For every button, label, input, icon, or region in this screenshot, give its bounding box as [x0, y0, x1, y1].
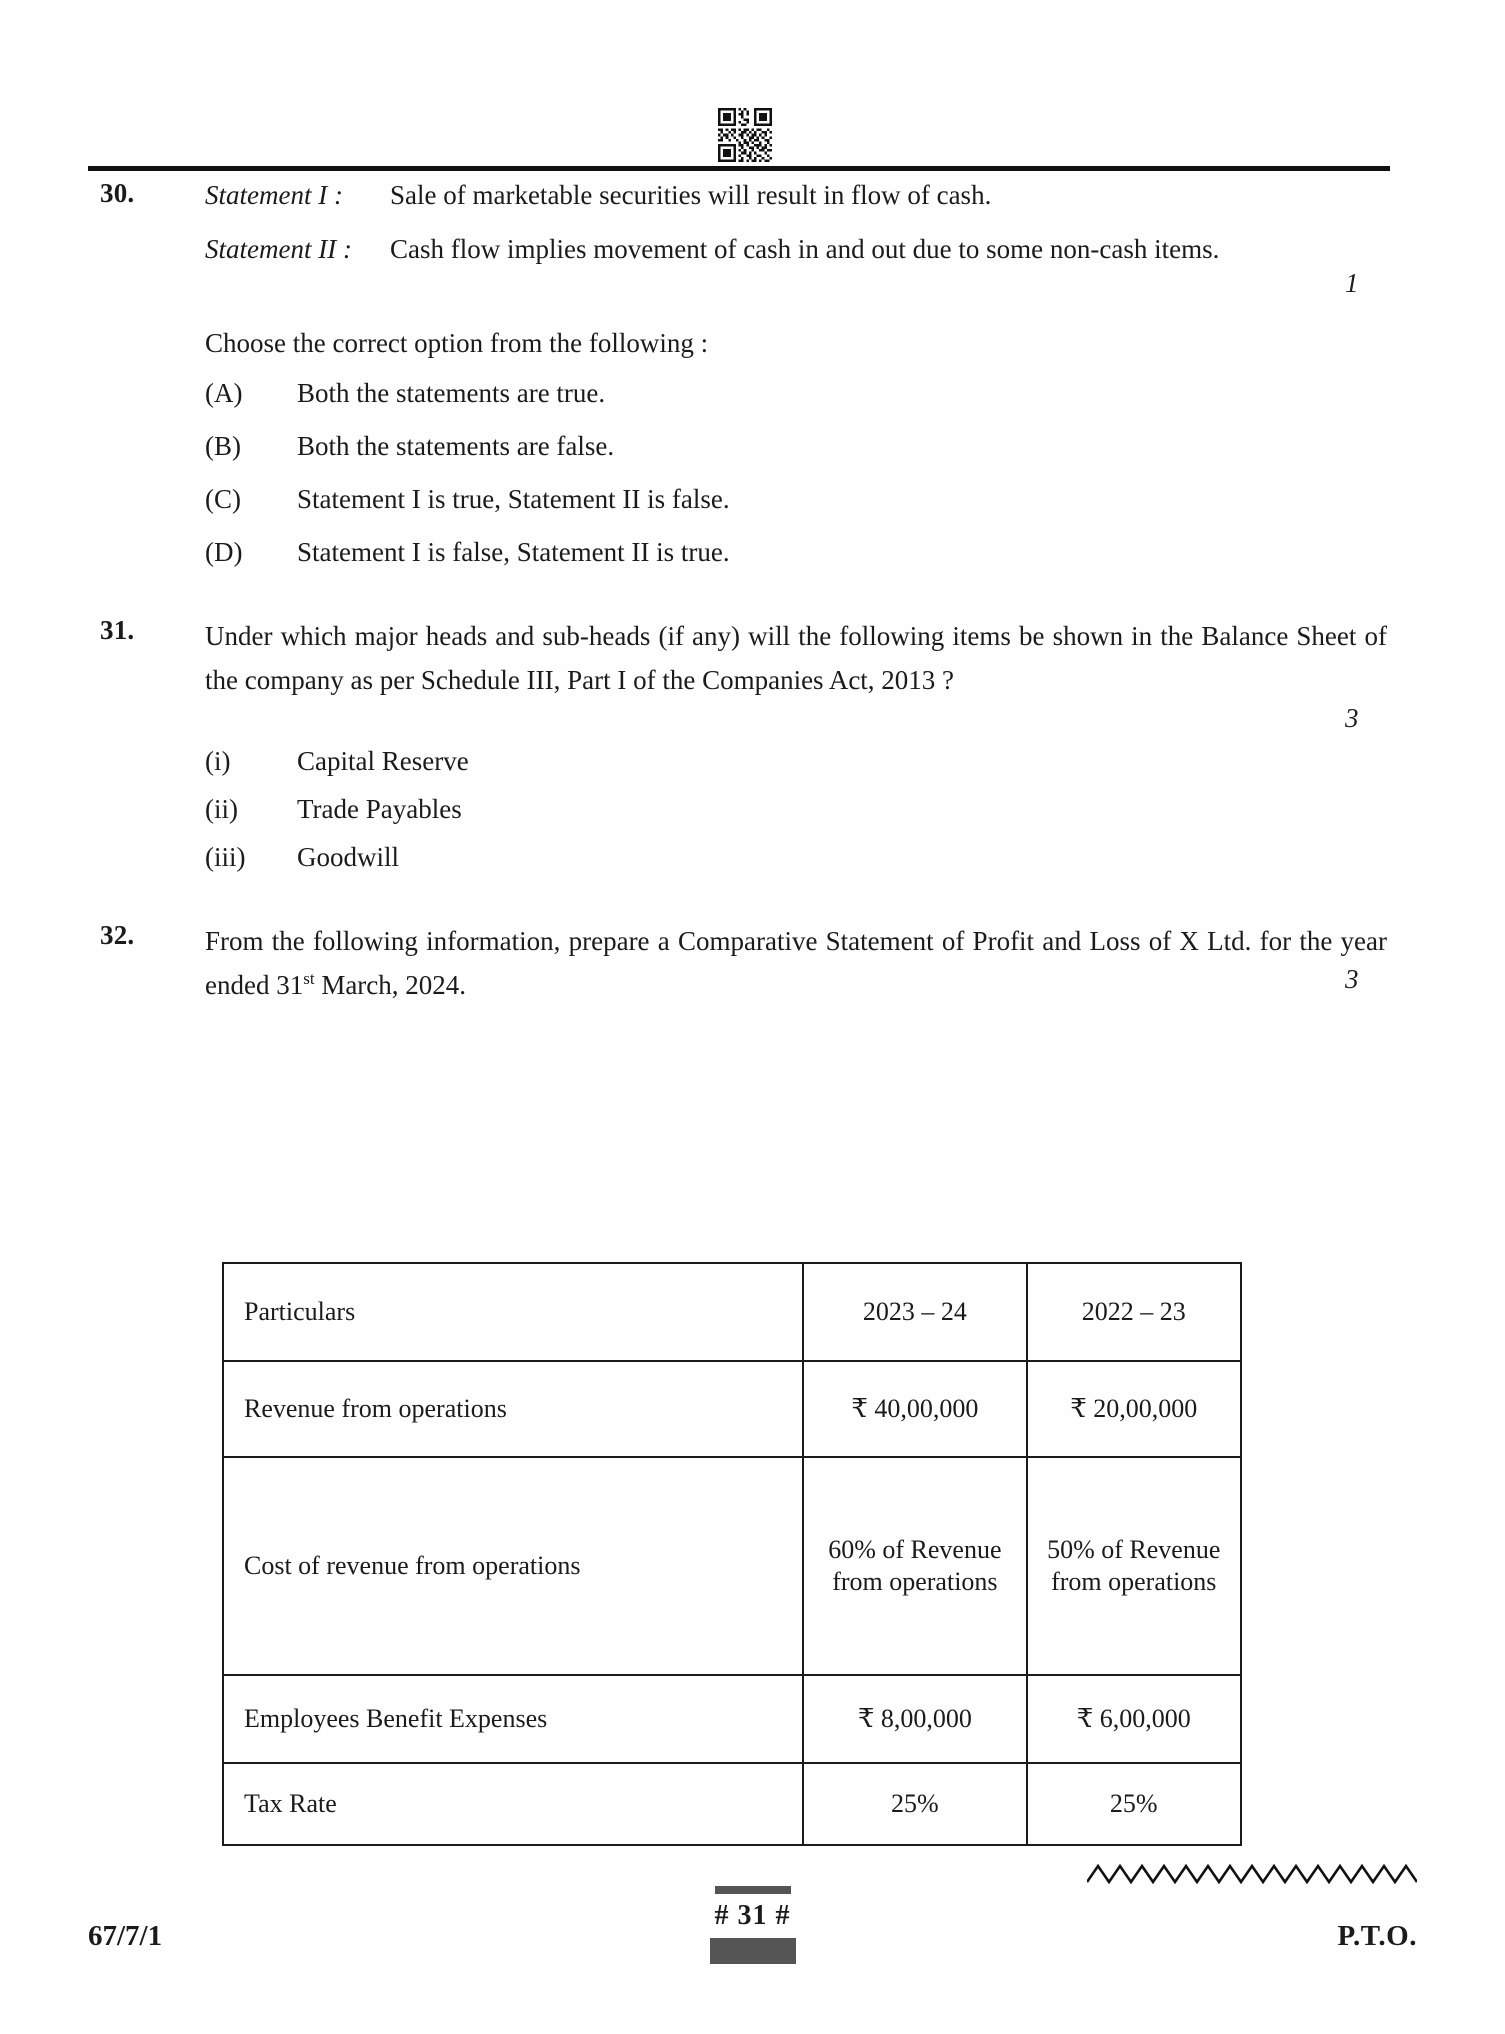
pto-label: P.T.O.: [1337, 1920, 1417, 1952]
question-32-superscript: st: [303, 968, 315, 988]
page-marker-bar-bottom: [710, 1938, 796, 1964]
option-d-text: Statement I is false, Statement II is true.: [297, 537, 730, 567]
header-divider: [88, 166, 1390, 171]
statement-1-label: Statement I :: [205, 180, 343, 210]
comparative-statement-table: [222, 1262, 1242, 1846]
question-32-number: 32.: [100, 920, 135, 950]
item-ii-text: Trade Payables: [297, 794, 462, 824]
option-b-text: Both the statements are false.: [297, 431, 615, 461]
table-row: [223, 1763, 1241, 1845]
cell-tax-rate-2022-23: 25%: [1027, 1763, 1242, 1845]
cell-revenue-2022-23: ₹ 20,00,000: [1027, 1361, 1242, 1457]
item-iii-key: (iii): [205, 842, 246, 872]
item-iii-text: Goodwill: [297, 842, 400, 872]
cell-particulars-cost: Cost of revenue from operations: [223, 1457, 803, 1675]
option-a-text: Both the statements are true.: [297, 378, 606, 408]
question-30-marks: 1: [1345, 268, 1359, 298]
question-31-marks: 3: [1345, 703, 1359, 733]
option-c-text: Statement I is true, Statement II is false.: [297, 484, 730, 514]
question-31-item-ii: [205, 794, 462, 825]
page-marker-group: [0, 1886, 1505, 1964]
cell-employees-2023-24: ₹ 8,00,000: [803, 1675, 1026, 1763]
question-32-marks: 3: [1345, 964, 1359, 994]
zigzag-decoration-icon: [1087, 1862, 1417, 1888]
question-30-number: 30.: [100, 178, 135, 208]
paper-code: 67/7/1: [88, 1920, 163, 1952]
statement-2-label: Statement II :: [205, 234, 352, 264]
question-30-statement-1: [205, 178, 1385, 214]
question-31-item-i: [205, 746, 469, 777]
option-b[interactable]: [205, 431, 1385, 462]
cell-particulars-revenue: Revenue from operations: [223, 1361, 803, 1457]
statement-1-text: Sale of marketable securities will result in flow of cash.: [390, 180, 992, 210]
cell-cost-2022-23: 50% of Revenue from operations: [1027, 1457, 1242, 1675]
page-marker-bar-top: [715, 1886, 791, 1894]
cell-cost-2023-24: 60% of Revenue from operations: [803, 1457, 1026, 1675]
question-31-text: Under which major heads and sub-heads (if any) will the following items be shown in the Balance Sheet of the company as per Schedule III, Part I of the Companies Act, 2013 ?: [205, 621, 1387, 695]
cell-revenue-2023-24: ₹ 40,00,000: [803, 1361, 1026, 1457]
question-31-item-iii: [205, 842, 399, 873]
page-marker: # 31 #: [714, 1900, 791, 1931]
cell-employees-2022-23: ₹ 6,00,000: [1027, 1675, 1242, 1763]
table-header-row: [223, 1263, 1241, 1361]
item-i-text: Capital Reserve: [297, 746, 469, 776]
header-particulars: Particulars: [223, 1263, 803, 1361]
item-i-key: (i): [205, 746, 231, 776]
header-year-2023-24: 2023 – 24: [803, 1263, 1026, 1361]
header-year-2022-23: 2022 – 23: [1027, 1263, 1242, 1361]
question-32-text: [205, 920, 1387, 1007]
option-c[interactable]: [205, 484, 1385, 515]
item-ii-key: (ii): [205, 794, 238, 824]
cell-particulars-tax-rate: Tax Rate: [223, 1763, 803, 1845]
cell-tax-rate-2023-24: 25%: [803, 1763, 1026, 1845]
table-row: [223, 1457, 1241, 1675]
question-30-instruction: Choose the correct option from the following :: [205, 328, 709, 358]
question-30-statement-2: [205, 232, 1385, 268]
option-d[interactable]: [205, 537, 1385, 568]
qr-code-icon: [718, 108, 772, 162]
question-32-text-part1: From the following information, prepare a Comparative Statement of Profit and Loss of X Ltd. for the year ended 31: [205, 926, 1387, 1000]
option-d-key: (D): [205, 537, 243, 567]
option-b-key: (B): [205, 431, 241, 461]
question-31-number: 31.: [100, 615, 135, 645]
statement-2-text: Cash flow implies movement of cash in and out due to some non-cash items.: [390, 234, 1220, 264]
table-row: [223, 1361, 1241, 1457]
option-a[interactable]: [205, 378, 1385, 409]
table-row: [223, 1675, 1241, 1763]
option-a-key: (A): [205, 378, 243, 408]
option-c-key: (C): [205, 484, 241, 514]
cell-particulars-employees: Employees Benefit Expenses: [223, 1675, 803, 1763]
question-32-text-part2: March, 2024.: [314, 969, 467, 1000]
